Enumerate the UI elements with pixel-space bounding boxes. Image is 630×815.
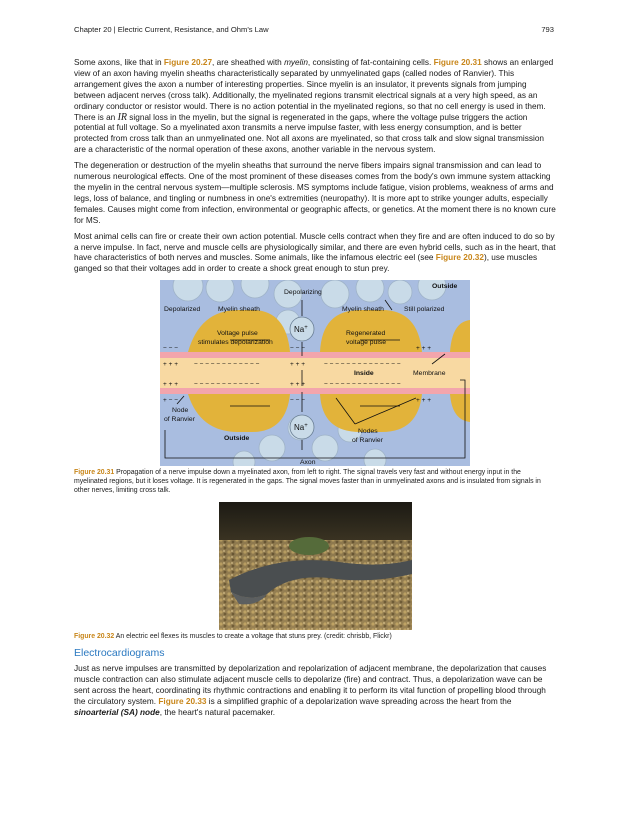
charge-text: + + + [290, 361, 305, 369]
label-axon: Axon [300, 459, 316, 467]
text: ), use muscles ganged so that their voltages add in order to create a shock great enough to stun prey. [74, 253, 538, 274]
charge-text: − − − − − − − − − − − − [194, 381, 260, 389]
charge-text: + + + [416, 397, 431, 405]
label-inside: Inside [354, 370, 374, 378]
charge-text: + − − [163, 397, 178, 405]
figure-20-32 [219, 502, 412, 630]
charge-text: − − − − − − − − − − − − [194, 361, 260, 369]
link-figure-20-33[interactable]: Figure 20.33 [158, 696, 207, 706]
label-outside-bottom: Outside [224, 435, 250, 443]
text: signal loss in the myelin, but the signal is regenerated in the gaps, where the voltage pulse triggers the action potential at full voltage. So a myelinated axon transmits a nerve impulse faster, with less energy consumption, and is better protected from cross talk than an unmyelinated one. Not all axons are myelinated, so that cross talk and slow signal transmission are a characteristic of the normal operation of these axons, another variable in the nervous system. [74, 112, 545, 155]
charge-text: − − − [163, 345, 178, 353]
label-na-top: Na+ [294, 325, 308, 335]
link-figure-20-32[interactable]: Figure 20.32 [435, 253, 484, 263]
text: Most animal cells can fire or create their own action potential. Muscle cells contract when they fire and are often induced to do so by a nerve impulse. In fact, nerve and muscle cells are physiologically similar, and there are even hybrid cells, such as in the heart, that have characteristics of both nerves and muscles. Some animals, like the infamous electric eel (see [74, 231, 556, 263]
label-nodes-2: of Ranvier [352, 437, 383, 445]
label-membrane: Membrane [413, 370, 446, 378]
charge-text: − − − − − − − − − − − − − − [324, 381, 401, 389]
label-depolarized: Depolarized [164, 306, 201, 314]
caption-label: Figure 20.32 [74, 633, 115, 641]
figure-20-31 [160, 280, 470, 466]
page-number: 793 [541, 25, 554, 34]
paragraph-myelin [74, 58, 556, 156]
figure-20-31-caption [74, 468, 556, 495]
link-figure-20-31[interactable]: Figure 20.31 [433, 58, 482, 67]
membrane-bottom [160, 388, 470, 394]
text: Some axons, like that in [74, 58, 164, 67]
label-myelin-right: Myelin sheath [342, 306, 384, 314]
membrane-top [160, 352, 470, 358]
caption-text: Propagation of a nerve impulse down a myelinated axon, from left to right. The signal travels very fast and without energy input in the myelinated regions, but it loses voltage. It is regenerated in the gaps. The signal moves faster than in unmyelinated axons and is insulated from signals in other nerves, limiting cross talk. [74, 469, 541, 495]
paragraph-ecg [74, 664, 556, 719]
text: Just as nerve impulses are transmitted by depolarization and repolarization of adjacent membrane, the depolarization that causes muscle contraction can also stimulate adjacent muscle cells to depolarize (fire) and contract. Thus, a depolarization wave can be sent across the heart, coordinating its rhythmic contractions and enabling it to perform its vital function of propelling blood through the circulatory system. [74, 664, 547, 706]
label-voltage-pulse-2: stimulates depolarization [198, 339, 273, 347]
paragraph-muscle [74, 232, 556, 276]
text: , consisting of fat-containing cells. [307, 58, 434, 67]
caption-label: Figure 20.31 [74, 469, 115, 477]
chapter-title: Chapter 20 | Electric Current, Resistance, and Ohm's Law [74, 25, 269, 34]
text: , are sheathed with [212, 58, 285, 67]
math-ir: IR [117, 111, 128, 123]
label-nodes-1: Nodes [358, 428, 378, 436]
text: is a simplified graphic of a depolarization wave spreading across the heart from the [206, 696, 512, 706]
label-voltage-pulse-1: Voltage pulse [217, 330, 258, 338]
label-still-polarized: Still polarized [404, 306, 445, 314]
leaf [289, 537, 329, 555]
caption-text: An electric eel flexes its muscles to create a voltage that stuns prey. (credit: chrisbb, Flickr) [114, 633, 392, 641]
page-header [74, 25, 554, 34]
link-figure-20-27[interactable]: Figure 20.27 [163, 58, 213, 67]
electric-eel-photo [219, 502, 412, 630]
charge-text: − − − [290, 397, 305, 405]
charge-text: − − − [290, 345, 305, 353]
term-sa-node: sinoarterial (SA) node [74, 707, 160, 717]
section-heading-electrocardiograms: Electrocardiograms [74, 647, 165, 660]
charge-text: + + + [163, 361, 178, 369]
charge-text: + + + [290, 381, 305, 389]
charge-text: + + + [163, 381, 178, 389]
figure-20-32-caption [74, 632, 556, 641]
label-depolarizing: Depolarizing [284, 289, 322, 297]
page-content [74, 58, 556, 724]
charge-text: + + + [416, 345, 431, 353]
label-node-1: Node [172, 407, 189, 415]
term-myelin: myelin [284, 58, 308, 67]
label-regenerated-1: Regenerated [346, 330, 386, 338]
label-node-2: of Ranvier [164, 416, 195, 424]
label-outside-top: Outside [432, 283, 458, 291]
text: , the heart's natural pacemaker. [159, 707, 276, 717]
label-regenerated-2: voltage pulse [346, 339, 387, 347]
paragraph-ms: The degeneration or destruction of the myelin sheaths that surround the nerve fibers impairs signal transmission and can lead to numerous neurological effects. One of the most prominent of these diseases comes from the body's own immune system attacking the myelin in the central nervous system—multiple sclerosis. MS symptoms include fatigue, vision problems, weakness of arms and legs, loss of balance, and tingling or numbness in one's extremities (neuropathy). It is more apt to strike younger adults, especially females. Causes might come from infection, environmental or geographic affects, or genetics. At the moment there is no known cure for MS. [74, 161, 556, 225]
text: shows an enlarged view of an axon having myelin sheaths characteristically separated by unmyelinated gaps (called nodes of Ranvier). This arrangement gives the axon a number of interesting properties. Since myelin is an insulator, it prevents signals from jumping between adjacent nerves (cross talk). Additionally, the myelinated regions transmit electrical signals at a very high speed, as an ordinary conductor or resistor would. There is no action potential in the myelinated regions, so that no cell energy is used in them. There is an [74, 58, 554, 122]
axon-diagram [160, 280, 470, 466]
label-na-bottom: Na+ [294, 423, 308, 433]
charge-text: − − − − − − − − − − − − − − [324, 361, 401, 369]
label-myelin-left: Myelin sheath [218, 306, 260, 314]
